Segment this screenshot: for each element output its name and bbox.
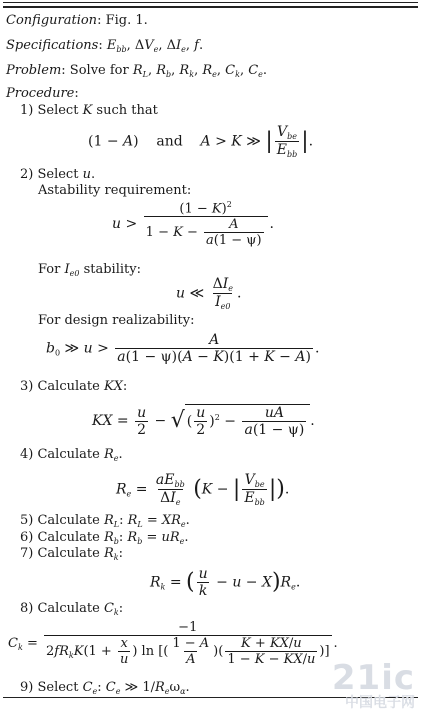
step-1: 1) Select K such that [20, 103, 158, 118]
equation-ie0: u ≪ $\frac{\Delta I_e}{I_{e0}}$ . [176, 276, 242, 311]
configuration-line: Configuration: Fig. 1. [6, 13, 148, 28]
equation-kx: KX = $\frac{u}{2}$ − √ ( $\frac{u}{2}$ )$^2$ − $\frac{uA}{a(1 - \psi)}$ . [92, 404, 315, 438]
step-9: 9) Select $C_e$: $C_e$ ≫ $1/R_e\omega_\alpha$. [20, 680, 190, 696]
equation-rk: $R_k$ = ( $\frac{u}{k}$ − $u - X)R_e$. [150, 566, 301, 599]
astability-label: Astability requirement: [38, 183, 192, 198]
realizability-label: For design realizability: [38, 313, 195, 328]
equation-1: (1 − A) and A > K ≫ | $\frac{V_{be}}{E_{bb}}$ |. [88, 124, 314, 159]
step-8: 8) Calculate $C_k$: [20, 601, 124, 617]
equation-astability: u > $(1 - K)^2$ 1 − K − $\frac{A}{a(1 - \psi)}$ . [112, 200, 274, 249]
step-2: 2) Select u. [20, 167, 96, 182]
step-4: 4) Calculate $R_e$. [20, 447, 123, 463]
equation-realizability: $b_0$ ≫ u > $\frac{A}{a(1 - \psi)(A - K)(1 + K - A)}$ . [46, 332, 320, 365]
equation-ck: $C_k$ = −1 $2fR_kK(1$ + $\frac{x}{u}$ ) ln [( $\frac{1 - A}{A}$ )( $\frac{K + KX/u}{1 - K - KX/u}$ )] . [8, 620, 338, 667]
step-5: 5) Calculate $R_L$: $R_L = XR_e$. [20, 513, 190, 529]
specifications-line: Specifications: $E_{bb}$, $\Delta V_e$, $\Delta I_e$, f. [6, 38, 204, 54]
step-6: 6) Calculate $R_b$: $R_b = uR_e$. [20, 530, 189, 546]
ie0-stability-label: For $I_{e0}$ stability: [38, 262, 141, 278]
step-7: 7) Calculate $R_k$: [20, 546, 123, 562]
problem-line: Problem: Solve for $R_L$, $R_b$, $R_k$, $R_e$, $C_k$, $C_e$. [6, 63, 268, 79]
top-rule-thin [3, 2, 418, 3]
step-3: 3) Calculate KX: [20, 379, 128, 394]
equation-re: $R_e$ = $\frac{aE_{bb}}{\Delta I_e}$ (K − | $\frac{V_{be}}{E_{bb}}$ |). [116, 472, 290, 507]
watermark-logo: 21ic 中国电子网 [331, 658, 415, 711]
top-rule-thick [3, 6, 418, 8]
procedure-title: Procedure: [6, 86, 79, 101]
